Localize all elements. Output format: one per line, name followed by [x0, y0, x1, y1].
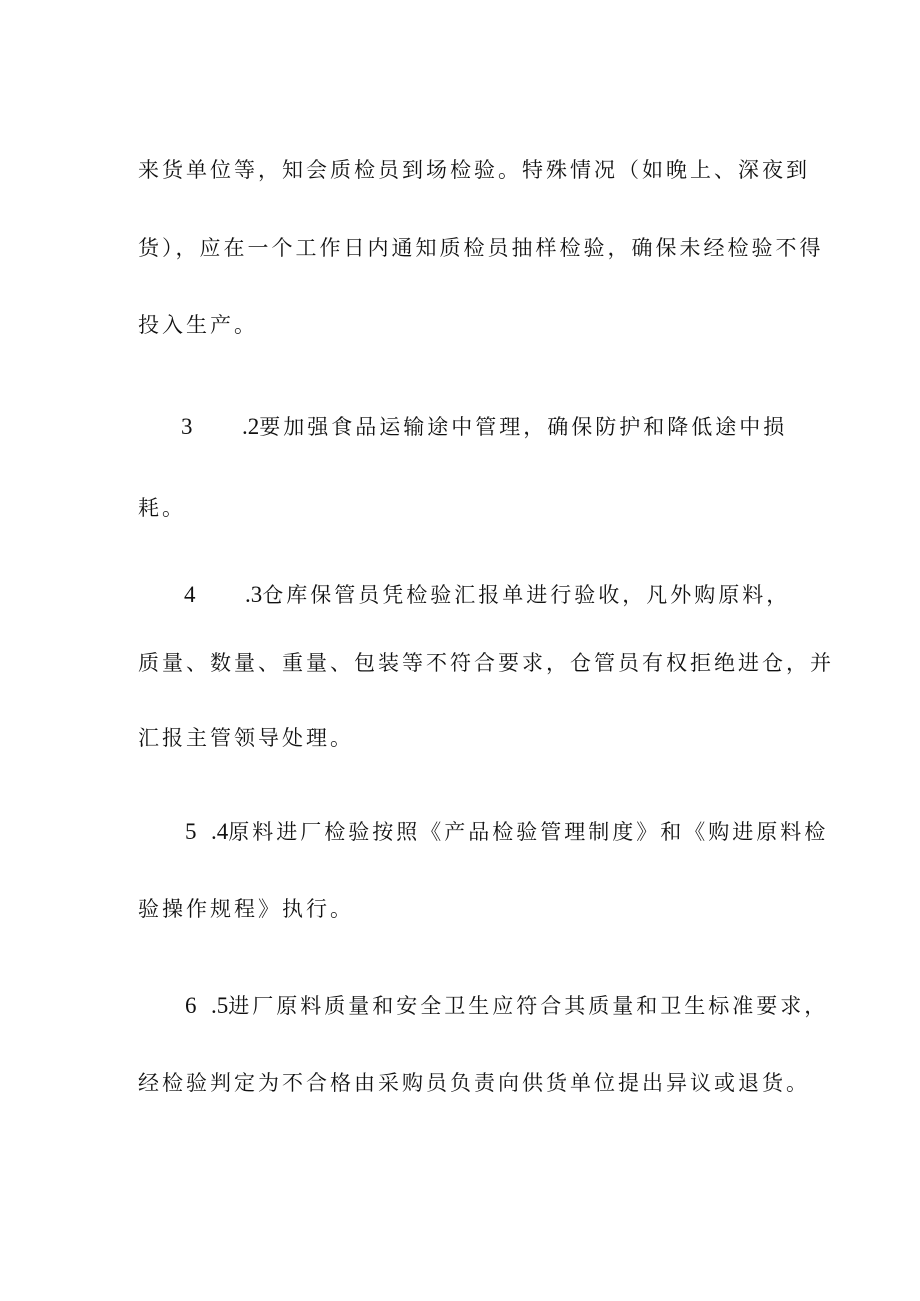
paragraph-3-line-2: 质量、数量、重量、包装等不符合要求，仓管员有权拒绝进仓，并 [138, 651, 834, 675]
paragraph-5-line-2: 经检验判定为不合格由采购员负责向供货单位提出异议或退货。 [138, 1071, 810, 1095]
paragraph-2-line-1 [242, 412, 787, 442]
paragraph-2-lead: .2 [242, 414, 260, 439]
paragraph-5-number: 6 [185, 993, 197, 1018]
paragraph-4-line-2: 验操作规程》执行。 [138, 897, 354, 921]
paragraph-5-line-1 [211, 991, 828, 1021]
paragraph-1-line-1: 来货单位等，知会质检员到场检验。特殊情况（如晚上、深夜到 [138, 158, 810, 182]
paragraph-2-line-1-text: 要加强食品运输途中管理，确保防护和降低途中损 [259, 415, 788, 439]
paragraph-1-line-3: 投入生产。 [138, 313, 258, 337]
paragraph-2-number: 3 [181, 414, 193, 439]
paragraph-3-line-1-text: 仓库保管员凭检验汇报单进行验收，凡外购原料， [262, 583, 791, 607]
paragraph-1-line-2: 货），应在一个工作日内通知质检员抽样检验，确保未经检验不得 [138, 236, 824, 260]
paragraph-4-line-1-text: 原料进厂检验按照《产品检验管理制度》和《购进原料检 [228, 820, 829, 844]
paragraph-5-lead: .5 [211, 993, 229, 1018]
paragraph-4-line-1 [211, 817, 828, 847]
paragraph-4-number: 5 [185, 819, 197, 844]
paragraph-3-lead: .3 [245, 582, 263, 607]
paragraph-3-line-3: 汇报主管领导处理。 [138, 726, 354, 750]
paragraph-3-number: 4 [184, 582, 196, 607]
paragraph-3-line-1 [245, 580, 790, 610]
paragraph-5-line-1-text: 进厂原料质量和安全卫生应符合其质量和卫生标准要求， [228, 994, 829, 1018]
paragraph-2-line-2: 耗。 [138, 496, 186, 520]
paragraph-4-lead: .4 [211, 819, 229, 844]
